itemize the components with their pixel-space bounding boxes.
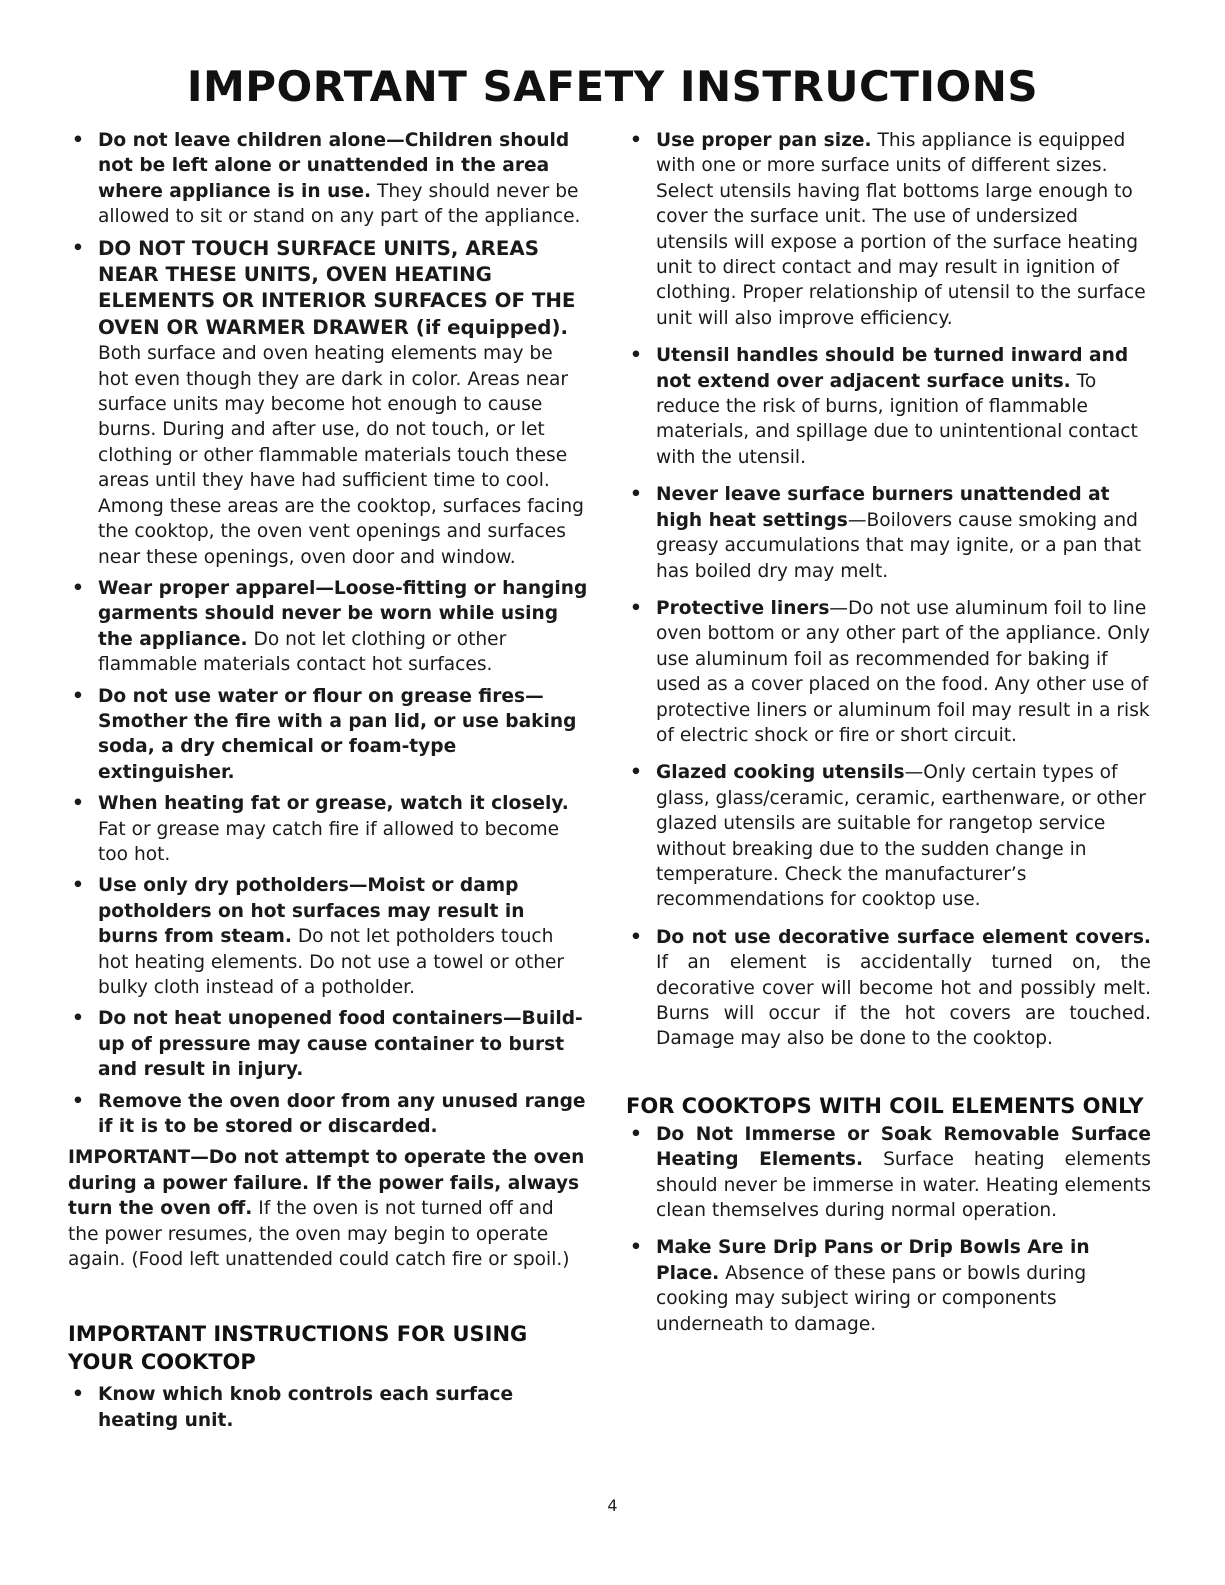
bullet-text: Fat or grease may catch fire if allowed to become too hot. xyxy=(98,818,560,865)
bullet-lead: Do not leave children alone—Children should not be left alone or unattended in the area where appliance is in use. xyxy=(98,130,570,202)
cooktop-bullet-list xyxy=(68,1382,588,1433)
page-title: IMPORTANT SAFETY INSTRUCTIONS xyxy=(186,62,1039,111)
safety-bullet-list-right xyxy=(626,128,1151,1052)
bullet-lead: Glazed cooking utensils xyxy=(656,762,905,784)
bullet-text: Do not let clothing or other flammable materials contact hot surfaces. xyxy=(98,628,507,676)
bullet-text: If an element is accidentally turned on, the decorative cover will become hot and possibly melt. Burns will occur if the hot covers are touched. Damage may also be done to the cooktop. xyxy=(656,952,1151,1050)
bullet-item xyxy=(626,343,1151,470)
bullet-item xyxy=(626,760,1151,912)
page-number: 4 xyxy=(607,1496,618,1515)
right-column xyxy=(626,128,1151,1349)
bullet-item xyxy=(626,1235,1151,1337)
bullet-item xyxy=(68,684,588,786)
bullet-item xyxy=(626,1122,1151,1224)
coil-elements-heading: FOR COOKTOPS WITH COIL ELEMENTS ONLY xyxy=(626,1093,1144,1118)
important-power-failure-note xyxy=(68,1145,588,1272)
bullet-lead: Wear proper apparel—Loose-fitting or hanging garments should never be worn while using the appliance. xyxy=(98,577,588,650)
important-text: If the oven is not turned off and the power resumes, the oven may begin to operate again. (Food left unattended could catch fire or spoil.) xyxy=(68,1198,570,1271)
bullet-lead: Utensil handles should be turned inward and not extend over adjacent surface units. xyxy=(656,345,1129,392)
bullet-text: This appliance is equipped with one or more surface units of different sizes. Select utensils having flat bottoms large enough to cover the surface unit. The use of undersized utensils will expose a portion of the surface heating unit to direct contact and may result in ignition of clothing. Proper relationship of utensil to the surface unit will also improve efficiency. xyxy=(656,130,1146,329)
bullet-lead: When heating fat or grease, watch it closely. xyxy=(98,793,569,815)
bullet-text: —Do not use aluminum foil to line oven bottom or any other part of the appliance. Only use aluminum foil as recommended for baking if used as a cover placed on the food. Any other use of protective liners or aluminum foil may result in a risk of electric shock or fire or short circuit. xyxy=(656,597,1151,746)
bullet-item xyxy=(68,1006,588,1082)
bullet-item xyxy=(68,873,588,1000)
bullet-lead: Never leave surface burners unattended at high heat settings xyxy=(656,484,1110,531)
bullet-item xyxy=(626,925,1151,1052)
bullet-text: To reduce the risk of burns, ignition of flammable materials, and spillage due to unintentional contact with the utensil. xyxy=(656,370,1138,468)
bullet-lead: Make Sure Drip Pans or Drip Bowls Are in Place. xyxy=(656,1237,1090,1284)
bullet-text: Both surface and oven heating elements may be hot even though they are dark in color. Areas near surface units may become hot enough to cause burns. During and after use, do not touch, or let clothing or other flammable materials touch these areas until they have had sufficient time to cool. Among these areas are the cooktop, surfaces facing the cooktop, the oven vent openings and surfaces near these openings, oven door and window. xyxy=(98,343,584,568)
bullet-lead: DO NOT TOUCH SURFACE UNITS, AREAS NEAR THESE UNITS, OVEN HEATING ELEMENTS OR INTERIOR SURFACES OF THE OVEN OR WARMER DRAWER (if equipped). xyxy=(98,236,576,339)
bullet-item xyxy=(626,128,1151,331)
bullet-text: Do not let potholders touch hot heating elements. Do not use a towel or other bulky cloth instead of a potholder. xyxy=(98,926,565,998)
left-column xyxy=(68,128,588,1439)
bullet-lead: Do Not Immerse or Soak Removable Surface Heating Elements. xyxy=(656,1123,1151,1171)
important-lead: IMPORTANT—Do not attempt to operate the oven during a power failure. If the power fails, always turn the oven off. xyxy=(68,1147,585,1220)
cooktop-section-heading: IMPORTANT INSTRUCTIONS FOR USING YOUR COOKTOP xyxy=(68,1322,528,1375)
bullet-item xyxy=(68,1382,588,1433)
bullet-lead: Know which knob controls each surface heating unit. xyxy=(98,1384,514,1431)
bullet-item xyxy=(68,236,588,570)
bullet-item xyxy=(68,128,588,230)
bullet-lead: Use only dry potholders—Moist or damp potholders on hot surfaces may result in burns from steam. xyxy=(98,875,525,948)
bullet-text: Surface heating elements should never be immerse in water. Heating elements clean themselves during normal operation. xyxy=(656,1149,1151,1222)
coil-bullet-list xyxy=(626,1122,1151,1337)
safety-bullet-list-left xyxy=(68,128,588,1139)
bullet-text: —Only certain types of glass, glass/ceramic, ceramic, earthenware, or other glazed utensils are suitable for rangetop service without breaking due to the sudden change in temperature. Check the manufacturer’s recommendations for cooktop use. xyxy=(656,762,1146,911)
bullet-item xyxy=(626,482,1151,584)
bullet-lead: Do not use decorative surface element covers. xyxy=(656,926,1151,948)
bullet-item xyxy=(68,1089,588,1140)
bullet-lead: Use proper pan size. xyxy=(656,130,872,151)
bullet-lead: Do not heat unopened food containers—Build-up of pressure may cause container to burst and result in injury. xyxy=(98,1008,583,1081)
bullet-lead: Protective liners xyxy=(656,597,830,619)
bullet-text: —Boilovers cause smoking and greasy accumulations that may ignite, or a pan that has boiled dry may melt. xyxy=(656,509,1142,582)
bullet-lead: Do not use water or flour on grease fires—Smother the fire with a pan lid, or use baking soda, a dry chemical or foam-type extinguisher. xyxy=(98,685,577,783)
bullet-text: Absence of these pans or bowls during cooking may subject wiring or components underneath to damage. xyxy=(656,1262,1087,1335)
bullet-lead: Remove the oven door from any unused range if it is to be stored or discarded. xyxy=(98,1090,586,1138)
bullet-item xyxy=(68,576,588,678)
bullet-item xyxy=(626,596,1151,748)
bullet-text: They should never be allowed to sit or stand on any part of the appliance. xyxy=(98,180,581,228)
bullet-item xyxy=(68,791,588,867)
